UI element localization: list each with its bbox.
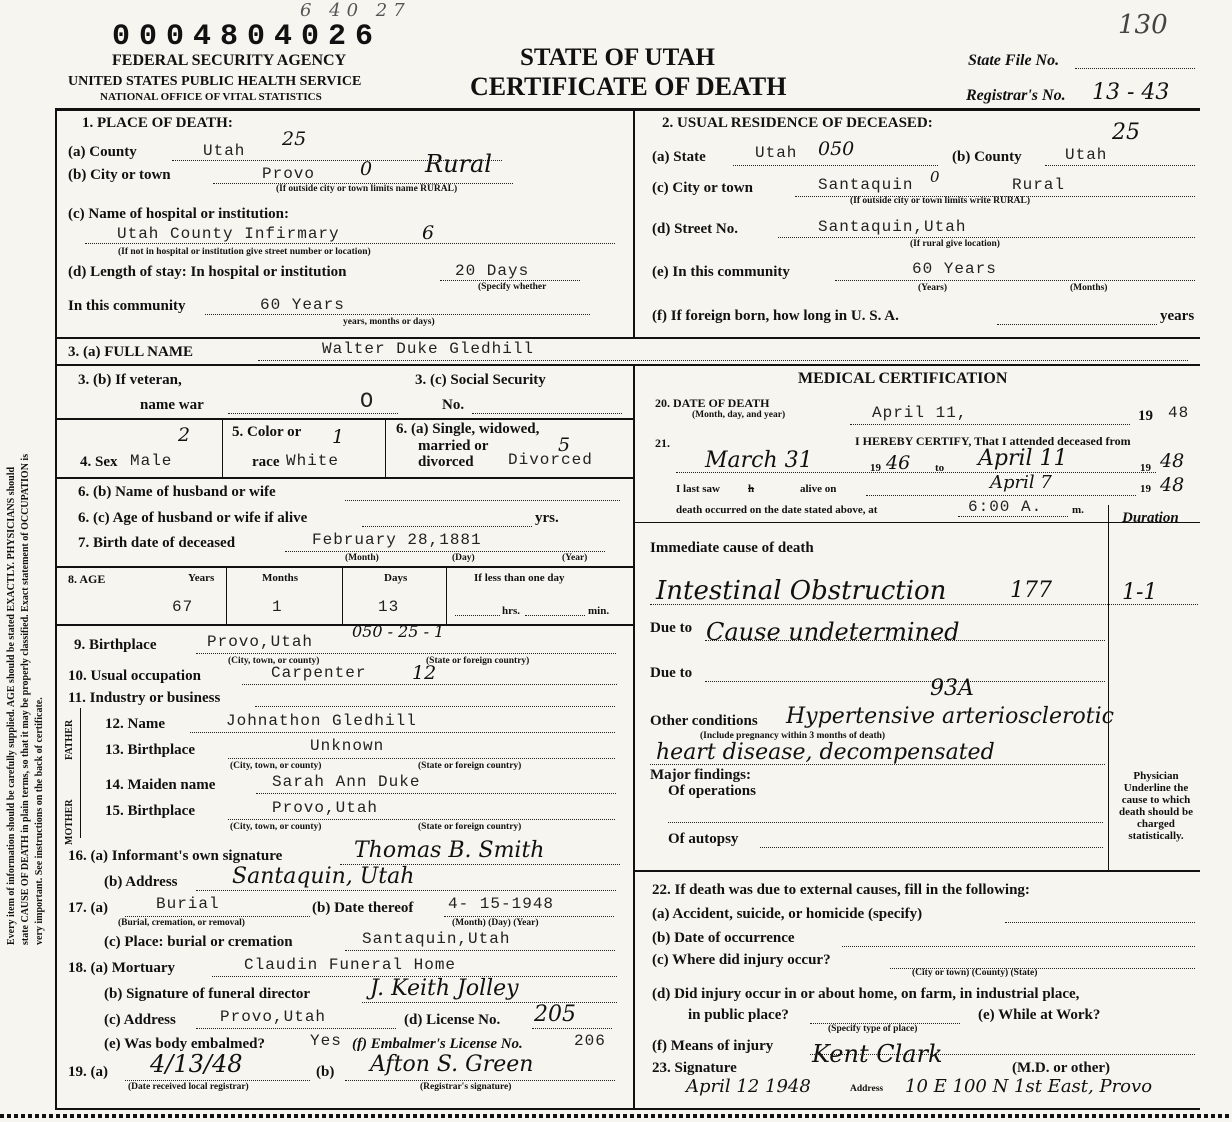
birth-day-note: (Day) [452, 553, 475, 563]
industry-label: 11. Industry or business [68, 690, 221, 706]
death-m: m. [1072, 504, 1084, 516]
hospital-code: 6 [422, 222, 435, 244]
hospital-value: Utah County Infirmary [117, 225, 340, 243]
age-years-label: Years [188, 572, 215, 584]
attend-from: March 31 [705, 448, 813, 473]
mother-birthplace-value: Provo,Utah [272, 799, 379, 817]
dod-value: April 11, [872, 404, 968, 422]
burial-date-label: (b) Date thereof [312, 900, 414, 916]
father-birthplace-value: Unknown [310, 737, 385, 755]
immediate-cause: Intestinal Obstruction [656, 576, 947, 606]
attend-to-prefix: 19 [1140, 462, 1151, 474]
attend-from-year: 46 [886, 452, 911, 474]
due-code: 93A [930, 676, 974, 701]
embalmer-license-label: (f) Embalmer's License No. [352, 1036, 523, 1052]
color-code: 1 [332, 426, 345, 448]
external-d-note: (Specify type of place) [828, 1024, 918, 1034]
veteran-label-2: name war [140, 397, 204, 413]
attend-from-prefix: 19 [870, 462, 881, 474]
dod-year-prefix: 19 [1138, 408, 1153, 424]
res-street-label: (d) Street No. [652, 221, 738, 237]
signature-address: 10 E 100 N 1st East, Provo [905, 1076, 1153, 1097]
marital-label-3: divorced [418, 454, 474, 470]
occupation-label: 10. Usual occupation [68, 668, 201, 684]
burial-note: (Burial, cremation, or removal) [118, 918, 245, 928]
embalmed-value: Yes [310, 1032, 342, 1050]
res-community-value: 60 Years [912, 260, 997, 278]
res-years-note: (Years) [918, 283, 948, 293]
other-conditions-label: Other conditions [650, 713, 758, 729]
city-value: Provo [262, 165, 316, 183]
marital-label: 6. (a) Single, widowed, [396, 421, 540, 437]
father-birthplace-label: 13. Birthplace [105, 742, 195, 758]
birthplace-label: 9. Birthplace [74, 637, 157, 653]
last-saw-label-2: alive on [800, 483, 837, 495]
spouse-age-unit: yrs. [535, 510, 559, 526]
cert-number: 21. [655, 436, 670, 450]
outer-border-left [55, 108, 57, 1108]
res-street-value: Santaquin,Utah [818, 218, 967, 236]
last-saw-struck: h [748, 483, 755, 495]
external-causes-title: 22. If death was due to external causes, fill in the following: [652, 882, 1030, 898]
mother-name-label: 14. Maiden name [105, 777, 216, 793]
stay-note: (Specify whether [478, 282, 547, 292]
side-note-1: Every item of information should be carefully supplied. AGE should be stated EXACTLY. PHYSICIANS should [6, 466, 17, 945]
row-veteran-bottom [55, 418, 633, 420]
res-months-note: (Months) [1070, 283, 1108, 293]
burial-label: 17. (a) [68, 900, 108, 916]
name-row-top [55, 337, 1200, 339]
spouse-age-label: 6. (c) Age of husband or wife if alive [78, 510, 308, 526]
funeral-director-signature: J. Keith Jolley [370, 976, 519, 1001]
registrar-sig-label: (b) [316, 1064, 335, 1080]
place-of-death-title: 1. PLACE OF DEATH: [82, 115, 233, 131]
veteran-value: O [360, 389, 375, 414]
signature-address-label: Address [850, 1084, 884, 1094]
side-note-2: state CAUSE OF DEATH in plain terms, so that it may be properly classified. Exact statement of OCCUPATION is [20, 453, 31, 945]
side-note-3: very important. See instructions on the back of certificate. [34, 697, 45, 945]
color-value: White [286, 452, 340, 470]
last-saw-prefix: 19 [1140, 483, 1151, 495]
informant-label: 16. (a) Informant's own signature [68, 848, 283, 864]
res-community-label: (e) In this community [652, 264, 790, 280]
due-to-1-label: Due to [650, 620, 693, 636]
external-f: (f) Means of injury [652, 1038, 774, 1054]
full-name-value: Walter Duke Gledhill [322, 340, 535, 358]
father-bp-note-2: (State or foreign country) [418, 761, 522, 771]
occupation-code: 12 [412, 662, 437, 684]
birthplace-note-1: (City, town, or county) [228, 656, 320, 666]
community-note: years, months or days) [343, 317, 435, 327]
corner-number: 130 [1118, 10, 1168, 40]
marital-label-2: married or [418, 438, 489, 454]
ss-label-2: No. [442, 397, 465, 413]
external-c-note: (City or town) (County) (State) [912, 968, 1038, 978]
certificate-title: CERTIFICATE OF DEATH [470, 72, 787, 101]
father-name-label: 12. Name [105, 716, 165, 732]
external-b: (b) Date of occurrence [652, 930, 795, 946]
due-to-1: Cause undetermined [706, 618, 960, 646]
death-occ-label: death occurred on the date stated above, at [676, 504, 878, 516]
father-side-label: FATHER [64, 719, 75, 760]
hrs-label: hrs. [502, 605, 521, 617]
state-file-label: State File No. [968, 52, 1060, 69]
age-years-value: 67 [172, 598, 194, 616]
age-lt-day-label: If less than one day [474, 572, 565, 584]
signature-label: 23. Signature [652, 1060, 737, 1076]
cert-text: I HEREBY CERTIFY, That I attended deceased from [855, 434, 1131, 448]
due-to-2-label: Due to [650, 665, 693, 681]
row-birth-bottom [55, 566, 633, 568]
duration-label: Duration [1122, 510, 1179, 526]
veteran-label: 3. (b) If veteran, [78, 372, 182, 388]
license-value: 205 [534, 1002, 576, 1027]
mortuary-value: Claudin Funeral Home [244, 956, 457, 974]
age-days-label: Days [384, 572, 408, 584]
community-label: In this community [68, 298, 186, 314]
residence-title: 2. USUAL RESIDENCE OF DECEASED: [662, 115, 933, 131]
hospital-note: (If not in hospital or institution give street number or location) [118, 247, 371, 257]
sex-divider [222, 420, 223, 477]
row-sex-bottom [55, 477, 633, 479]
registrar-signature: Afton S. Green [370, 1052, 534, 1077]
father-bp-note-1: (City, town, or county) [230, 761, 322, 771]
attend-to: April 11 [978, 446, 1068, 471]
duration-divider [1108, 505, 1109, 870]
agency-line-1: FEDERAL SECURITY AGENCY [112, 52, 347, 69]
age-div-2 [342, 568, 343, 624]
md-label: (M.D. or other) [1012, 1060, 1111, 1076]
informant-signature: Thomas B. Smith [354, 838, 545, 863]
right-bottom-line [635, 870, 1200, 872]
last-saw-label: I last saw [676, 483, 721, 495]
outer-border-top [55, 108, 1200, 111]
foreign-label: (f) If foreign born, how long in U. S. A. [652, 308, 899, 324]
registrar-date-note: (Date received local registrar) [128, 1082, 249, 1092]
county-label: (a) County [68, 144, 137, 160]
father-name-value: Johnathon Gledhill [226, 712, 417, 730]
name-row-bottom [55, 364, 1200, 366]
mortuary-address-label: (c) Address [104, 1012, 176, 1028]
mother-birthplace-label: 15. Birthplace [105, 803, 195, 819]
of-autopsy-label: Of autopsy [668, 831, 739, 847]
other-conditions-2: heart disease, decompensated [656, 740, 995, 765]
age-months-value: 1 [272, 598, 283, 616]
age-months-label: Months [262, 572, 299, 584]
license-label: (d) License No. [404, 1012, 501, 1028]
external-d-2: in public place? [688, 1007, 789, 1023]
mother-bp-note-2: (State or foreign country) [418, 822, 522, 832]
agency-line-2: UNITED STATES PUBLIC HEALTH SERVICE [68, 74, 362, 89]
sex-label: 4. Sex [80, 454, 118, 470]
res-city-note: (If outside city or town limits write RURAL) [850, 196, 1031, 206]
registrar-number: 13 - 43 [1092, 80, 1170, 105]
res-state-label: (a) State [652, 149, 706, 165]
full-name-label: 3. (a) FULL NAME [68, 344, 193, 360]
embalmer-license-value: 206 [574, 1032, 606, 1050]
immediate-cause-code: 177 [1010, 578, 1052, 603]
res-city-rural: Rural [1012, 176, 1066, 194]
birth-date-label: 7. Birth date of deceased [78, 535, 236, 551]
major-findings-label: Major findings: [650, 767, 751, 783]
burial-date-value: 4- 15-1948 [448, 895, 555, 913]
residence-code: 25 [1112, 120, 1140, 145]
state-heading: STATE OF UTAH [520, 44, 715, 71]
informant-address-label: (b) Address [104, 874, 178, 890]
signature-date: April 12 1948 [686, 1076, 811, 1097]
registrar-sig-note: (Registrar's signature) [420, 1082, 512, 1092]
age-div-3 [446, 568, 447, 624]
mortuary-address-value: Provo,Utah [220, 1008, 327, 1026]
stay-label: (d) Length of stay: In hospital or institution [68, 264, 347, 280]
medical-cert-title: MEDICAL CERTIFICATION [798, 370, 1008, 387]
age-row-bottom [55, 624, 633, 626]
burial-value: Burial [156, 895, 220, 913]
color-label-2: race [252, 454, 280, 470]
of-operations-label: Of operations [668, 783, 756, 799]
city-code: 0 [360, 158, 373, 180]
stay-value: 20 Days [455, 262, 530, 280]
age-label: 8. AGE [68, 572, 106, 586]
res-state-value: Utah [755, 144, 798, 162]
community-value: 60 Years [260, 296, 345, 314]
burial-date-note: (Month) (Day) (Year) [452, 918, 539, 928]
res-state-code: 050 [818, 138, 855, 160]
birthplace-code: 050 - 25 - 1 [352, 622, 445, 641]
sex-value: Male [130, 452, 173, 470]
age-div-1 [226, 568, 227, 624]
informant-address: Santaquin, Utah [232, 864, 415, 889]
parents-bracket [80, 708, 81, 838]
burial-place-label: (c) Place: burial or cremation [104, 934, 293, 950]
place-code: 25 [282, 128, 307, 150]
birth-year-note: (Year) [562, 553, 588, 563]
birthplace-note-2: (State or foreign country) [426, 656, 530, 666]
other-conditions: Hypertensive arteriosclerotic [786, 704, 1114, 729]
foreign-unit: years [1160, 308, 1195, 324]
city-note: (If outside city or town limits name RURAL) [276, 184, 458, 194]
marital-value: Divorced [508, 451, 593, 469]
registrar-date: 4/13/48 [150, 1050, 243, 1078]
sex-code: 2 [178, 424, 191, 446]
dod-year: 48 [1168, 404, 1190, 422]
county-value: Utah [203, 142, 246, 160]
marital-code: 5 [558, 434, 571, 456]
registrar-date-label: 19. (a) [68, 1064, 108, 1080]
attend-to-year: 48 [1160, 450, 1185, 472]
agency-line-3: NATIONAL OFFICE OF VITAL STATISTICS [100, 91, 322, 103]
ss-label: 3. (c) Social Security [415, 372, 546, 388]
dod-label: 20. DATE OF DEATH [655, 396, 770, 410]
external-d: (d) Did injury occur in or about home, on farm, in industrial place, [652, 986, 1080, 1002]
occupation-value: Carpenter [271, 664, 367, 682]
top-scrawl: 6 40 27 [300, 0, 411, 21]
res-county-label: (b) County [952, 149, 1022, 165]
last-saw-year: 48 [1160, 474, 1185, 496]
medcert-top [635, 522, 1200, 523]
last-saw-date: April 7 [990, 472, 1052, 493]
external-c: (c) Where did injury occur? [652, 952, 831, 968]
birth-month-note: (Month) [345, 553, 379, 563]
res-city-label: (c) City or town [652, 180, 753, 196]
hospital-label: (c) Name of hospital or institution: [68, 206, 289, 222]
attend-to-label: to [935, 462, 945, 474]
left-bottom-line [55, 1108, 1200, 1110]
birthplace-value: Provo,Utah [207, 633, 314, 651]
external-a: (a) Accident, suicide, or homicide (specify) [652, 906, 923, 922]
city-rural-hand: Rural [425, 150, 492, 178]
immediate-cause-label: Immediate cause of death [650, 540, 814, 556]
color-divider [385, 420, 386, 477]
center-divider-lower [633, 364, 635, 1108]
burial-place-value: Santaquin,Utah [362, 930, 511, 948]
registrar-label: Registrar's No. [966, 87, 1066, 104]
city-label: (b) City or town [68, 167, 171, 183]
spouse-name-label: 6. (b) Name of husband or wife [78, 484, 276, 500]
physician-signature: Kent Clark [812, 1040, 943, 1068]
other-conditions-note: (Include pregnancy within 3 months of death) [700, 731, 886, 741]
death-time: 6:00 A. [968, 498, 1043, 516]
page-bottom-edge [0, 1114, 1232, 1118]
mother-name-value: Sarah Ann Duke [272, 773, 421, 791]
res-county-value: Utah [1065, 146, 1108, 164]
embalmed-label: (e) Was body embalmed? [104, 1036, 265, 1052]
dod-note: (Month, day, and year) [692, 410, 786, 420]
mortuary-label: 18. (a) Mortuary [68, 960, 176, 976]
mother-side-label: MOTHER [64, 799, 75, 845]
res-street-note: (If rural give location) [910, 239, 1000, 249]
res-city-value: Santaquin [818, 176, 914, 194]
birth-date-value: February 28,1881 [312, 531, 482, 549]
immediate-cause-duration: 1-1 [1122, 580, 1158, 605]
physician-note: Physician Underline the cause to which death should be charged statistically. [1119, 770, 1193, 842]
external-e: (e) While at Work? [978, 1007, 1101, 1023]
funeral-director-label: (b) Signature of funeral director [104, 986, 311, 1002]
age-days-value: 13 [378, 598, 400, 616]
min-label: min. [588, 605, 610, 617]
color-label: 5. Color or [232, 424, 302, 440]
center-divider [633, 108, 635, 338]
res-city-code: 0 [930, 168, 940, 186]
mother-bp-note-1: (City, town, or county) [230, 822, 322, 832]
stamp-number: 0004804026 [112, 20, 383, 54]
